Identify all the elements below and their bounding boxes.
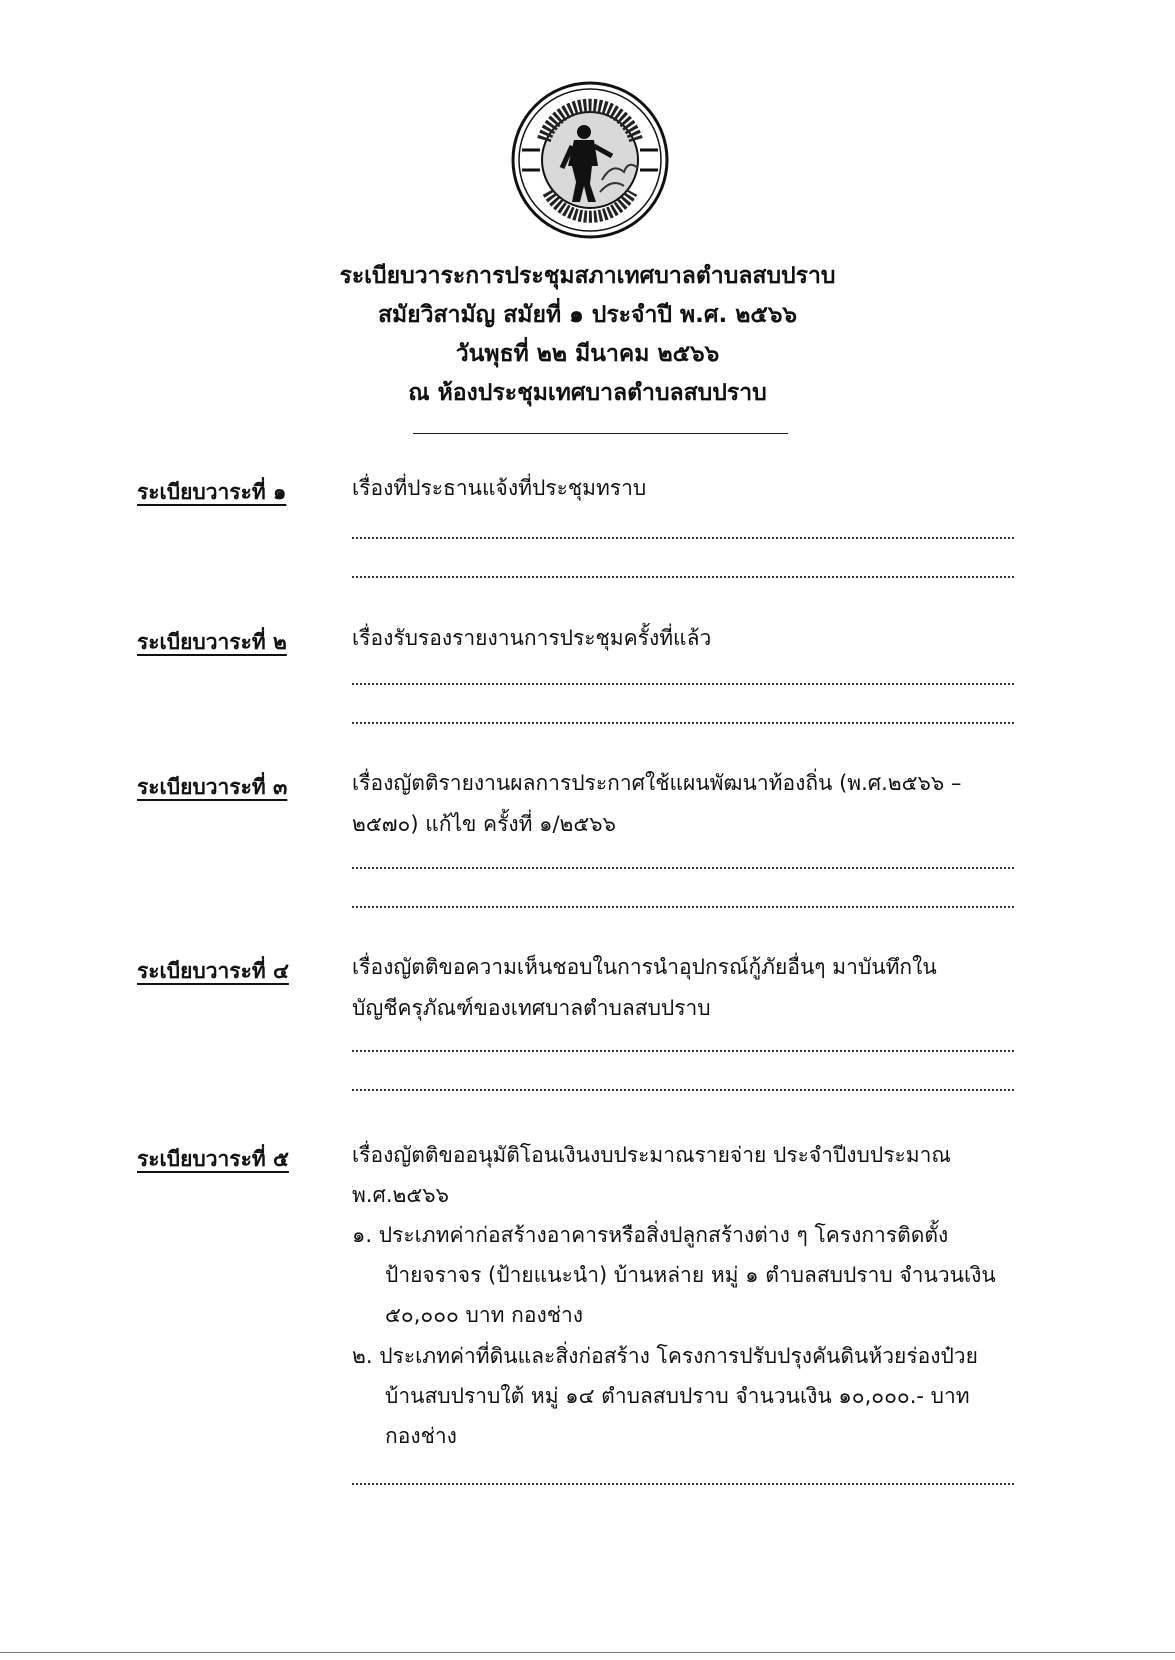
agenda-label-1: ระเบียบวาระที่ ๑	[137, 480, 287, 504]
agenda-text-2-line-1: เรื่องรับรองรายงานการประชุมครั้งที่แล้ว	[352, 626, 712, 650]
agenda-text-1-line-1: เรื่องที่ประธานแจ้งที่ประชุมทราบ	[352, 476, 647, 500]
subitem-2-line-3: กองช่าง	[385, 1424, 457, 1448]
fill-line	[352, 537, 1014, 539]
agenda-text-4-line-1: เรื่องญัตติขอความเห็นชอบในการนำอุปกรณ์กู้ภัยอื่นๆ มาบันทึกใน	[352, 955, 937, 979]
header-session: สมัยวิสามัญ สมัยที่ ๑ ประจำปี พ.ศ. ๒๕๖๖	[377, 302, 798, 328]
subitem-line: ประเภทค่าก่อสร้างอาคารหรือสิ่งปลูกสร้างต่าง ๆ โครงการติดตั้ง	[378, 1223, 949, 1247]
fill-line	[352, 1050, 1014, 1052]
agenda-label-2: ระเบียบวาระที่ ๒	[137, 630, 287, 654]
municipal-seal-logo	[510, 80, 670, 240]
agenda-text-5-line-1: เรื่องญัตติขออนุมัติโอนเงินงบประมาณรายจ่าย ประจำปีงบประมาณ	[352, 1143, 951, 1167]
agenda-text-4-line-2: บัญชีครุภัณฑ์ของเทศบาลตำบลสบปราบ	[352, 996, 711, 1020]
header-divider	[413, 433, 788, 434]
fill-line	[352, 1483, 1014, 1485]
fill-line	[352, 1089, 1014, 1091]
document-header	[0, 257, 1175, 413]
header-venue: ณ ห้องประชุมเทศบาลตำบลสบปราบ	[408, 380, 767, 406]
subitem-number: ๑.	[352, 1223, 373, 1247]
subitem-line: ประเภทค่าที่ดินและสิ่งก่อสร้าง โครงการปรับปรุงคันดินห้วยร่องป๋วย	[379, 1344, 978, 1368]
subitem-number: ๒.	[352, 1344, 373, 1368]
agenda-label-3: ระเบียบวาระที่ ๓	[137, 775, 288, 799]
subitem-1-line-2: ป้ายจราจร (ป้ายแนะนำ) บ้านหล่าย หมู่ ๑ ตำบลสบปราบ จำนวนเงิน	[385, 1263, 996, 1287]
agenda-label-5: ระเบียบวาระที่ ๕	[137, 1147, 289, 1171]
subitem-2	[352, 1338, 1042, 1374]
agenda-text-3-line-1: เรื่องญัตติรายงานผลการประกาศใช้แผนพัฒนาท้องถิ่น (พ.ศ.๒๕๖๖ –	[352, 771, 962, 795]
subitem-2-line-2: บ้านสบปราบใต้ หมู่ ๑๔ ตำบลสบปราบ จำนวนเงิน ๑๐,๐๐๐.- บาท	[385, 1384, 970, 1408]
fill-line	[352, 867, 1014, 869]
header-date: วันพุธที่ ๒๒ มีนาคม ๒๕๖๖	[455, 341, 720, 367]
header-title: ระเบียบวาระการประชุมสภาเทศบาลตำบลสบปราบ	[339, 263, 836, 289]
fill-line	[352, 722, 1014, 724]
fill-line	[352, 576, 1014, 578]
page-bottom-edge	[0, 1652, 1175, 1653]
subitem-1	[352, 1217, 1042, 1253]
agenda-text-5-line-2: พ.ศ.๒๕๖๖	[352, 1183, 449, 1207]
subitem-1-line-3: ๕๐,๐๐๐ บาท กองช่าง	[385, 1303, 584, 1327]
agenda-label-4: ระเบียบวาระที่ ๔	[137, 959, 289, 983]
agenda-text-3-line-2: ๒๕๗๐) แก้ไข ครั้งที่ ๑/๒๕๖๖	[352, 812, 616, 836]
fill-line	[352, 683, 1014, 685]
fill-line	[352, 906, 1014, 908]
